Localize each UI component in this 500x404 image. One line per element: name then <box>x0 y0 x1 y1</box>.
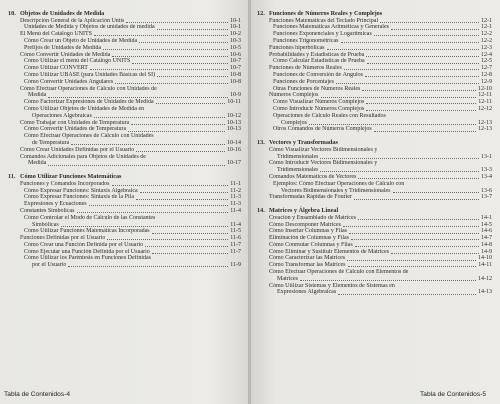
toc-entry-title: Prefijos de Unidades de Medida <box>24 44 101 51</box>
toc-entry-page: 11-4 <box>230 207 241 214</box>
toc-entry-page: 10-7 <box>230 65 241 72</box>
toc-entry-continuation <box>8 222 241 229</box>
toc-leader-dots <box>391 253 479 254</box>
toc-leader-dots <box>321 97 477 98</box>
toc-entry-page: 11-3 <box>230 201 241 208</box>
toc-leader-dots <box>338 294 476 295</box>
toc-entry <box>8 255 241 262</box>
toc-entry-page: 12-11 <box>478 99 492 106</box>
toc-entry-title: Cómo Utilizar Sistemas y Elementos de Sistemas en <box>269 282 395 289</box>
toc-entry-title: Cómo Trabajar con Unidades de Temperatura <box>20 119 130 126</box>
toc-leader-dots <box>131 124 225 125</box>
chapter-number: 13. <box>257 139 265 147</box>
toc-chapter <box>257 10 492 133</box>
toc-leader-dots <box>115 83 228 84</box>
toc-entry <box>257 228 492 235</box>
toc-entry <box>8 38 241 45</box>
toc-entry-page: 14-7 <box>481 235 492 242</box>
toc-entry-title: Cómo Efectuar Operaciones de Cálculo con Elementos de <box>269 269 409 276</box>
toc-entry-title: Cómo Utilizar los Paréntesis en Funciones Definidas <box>24 255 151 262</box>
toc-entry-page: 11-5 <box>230 228 241 235</box>
toc-entry-page: 10-1 <box>230 24 241 31</box>
toc-entry <box>257 106 492 113</box>
toc-entry-page: 14-9 <box>481 248 492 255</box>
toc-entry-title: Funciones de Porcentajes <box>273 78 334 85</box>
toc-entry-page: 10-1 <box>230 17 241 24</box>
toc-entry-title-cont: Complejos <box>281 119 308 126</box>
toc-entry-page: 13-4 <box>481 173 492 180</box>
toc-entry-title: Cómo Convertir Unidades de Medida <box>20 51 111 58</box>
toc-entry <box>8 120 241 127</box>
toc-leader-dots <box>358 219 479 220</box>
toc-entry <box>257 222 492 229</box>
toc-entry-continuation <box>8 113 241 120</box>
toc-entry <box>8 72 241 79</box>
toc-entry-page: 14-6 <box>481 228 492 235</box>
chapter-title: Vectores y Transformadas <box>269 139 338 147</box>
toc-entry-title: Cómo Utilizar CONVERT <box>24 65 88 72</box>
toc-entry-page: 14-8 <box>481 241 492 248</box>
toc-entry <box>257 45 492 52</box>
toc-entry-page: 12-7 <box>481 65 492 72</box>
toc-entry <box>8 133 241 140</box>
toc-entry-title: Otras Funciones de Números Reales <box>273 85 361 92</box>
toc-leader-dots <box>136 199 228 200</box>
toc-leader-dots <box>48 165 225 166</box>
toc-entry-page: 11-1 <box>230 180 241 187</box>
chapter-number: 14. <box>257 207 265 215</box>
chapter-heading <box>257 207 492 215</box>
toc-entry-page: 14-13 <box>478 289 492 296</box>
toc-entry <box>8 65 241 72</box>
toc-entry-title: Comandos Adicionales para Objetos de Unidades de <box>20 153 146 160</box>
toc-entry-page: 10-11 <box>227 99 241 106</box>
toc-entry-title: Cómo Convertir Unidades Angulares <box>24 78 114 85</box>
toc-entry-page: 11-2 <box>230 187 241 194</box>
toc-entry-title: Cómo Convertir Unidades de Temperatura <box>24 126 127 133</box>
toc-entry-continuation <box>8 140 241 147</box>
toc-entry-continuation <box>8 160 241 167</box>
toc-entry-page: 11-4 <box>230 221 241 228</box>
toc-entry <box>8 181 241 188</box>
toc-entry-page: 11-7 <box>230 241 241 248</box>
toc-entry-page: 12-2 <box>481 31 492 38</box>
toc-leader-dots <box>374 35 479 36</box>
toc-leader-dots <box>358 178 479 179</box>
toc-entry <box>8 58 241 65</box>
toc-leader-dots <box>140 192 229 193</box>
toc-entry <box>8 147 241 154</box>
toc-entry-title: Funciones Trigonométricas <box>273 37 339 44</box>
toc-entry <box>8 242 241 249</box>
toc-entry <box>257 126 492 133</box>
toc-entry-continuation <box>257 276 492 283</box>
toc-leader-dots <box>367 63 479 64</box>
toc-leader-dots <box>366 56 479 57</box>
right-page-footer: Tabla de Contenidos-5 <box>420 391 486 398</box>
toc-entry-title-cont: Tridimensionales <box>277 167 319 174</box>
toc-entry-title: Cómo Visualizar Números Complejos <box>273 99 365 106</box>
toc-leader-dots <box>366 110 476 111</box>
toc-entry-page: 11-6 <box>230 235 241 242</box>
toc-entry-title: Cómo Descomponer Matrices <box>269 221 341 228</box>
right-page <box>251 0 500 404</box>
chapter-heading <box>257 10 492 18</box>
toc-leader-dots <box>380 22 479 23</box>
toc-entry-continuation <box>257 154 492 161</box>
toc-entry-continuation <box>257 120 492 127</box>
toc-entry-title: Funciones y Comandos Incorporados <box>20 180 110 187</box>
toc-entry-continuation <box>8 92 241 99</box>
toc-leader-dots <box>157 29 228 30</box>
toc-entry-page: 10-9 <box>230 92 241 99</box>
toc-entry-page: 13-3 <box>481 167 492 174</box>
toc-leader-dots <box>351 239 479 240</box>
toc-entry-title: Funciones hiperbólicas <box>269 44 325 51</box>
toc-entry-page: 11-9 <box>230 262 241 269</box>
toc-entry-page: 12-5 <box>481 58 492 65</box>
toc-entry <box>257 174 492 181</box>
toc-entry-page: 12-13 <box>478 126 492 133</box>
toc-entry-page: 10-6 <box>230 51 241 58</box>
toc-entry-continuation <box>257 167 492 174</box>
toc-entry <box>8 188 241 195</box>
toc-leader-dots <box>107 239 228 240</box>
toc-entry <box>257 38 492 45</box>
toc-entry-title: Funciones de Conversión de Ángulos <box>273 71 363 78</box>
toc-entry <box>8 208 241 215</box>
chapter-number: 11. <box>8 173 16 181</box>
toc-entry <box>257 181 492 188</box>
toc-leader-dots <box>366 103 476 104</box>
toc-entry-title: Cómo Visualizar Vectores Bidimensionales y <box>269 146 378 153</box>
toc-entry-title: Cómo Calcular Estadísticas de Prueba <box>273 58 365 65</box>
right-toc-column <box>257 10 492 302</box>
toc-leader-dots <box>320 171 479 172</box>
toc-entry-page: 10-17 <box>227 160 241 167</box>
toc-entry-title: Cómo Crear una Función Definida por el Usuario <box>24 241 144 248</box>
toc-entry <box>257 52 492 59</box>
toc-entry <box>8 18 241 25</box>
toc-entry-page: 12-9 <box>481 78 492 85</box>
toc-leader-dots <box>320 158 479 159</box>
toc-leader-dots <box>343 226 479 227</box>
toc-leader-dots <box>152 253 228 254</box>
toc-entry-page: 12-12 <box>478 105 492 112</box>
toc-entry-title: Expresiones y Ecuaciones <box>24 201 87 208</box>
toc-entry-title: Comandos Matemáticos de Vectores <box>269 173 357 180</box>
toc-entry <box>257 283 492 290</box>
toc-entry-title: Operaciones de Cálculo Reales con Resultados <box>273 112 386 119</box>
toc-entry-page: 12-1 <box>481 17 492 24</box>
toc-leader-dots <box>355 246 479 247</box>
toc-leader-dots <box>128 131 225 132</box>
toc-entry <box>257 24 492 31</box>
toc-entry-page: 10-7 <box>230 58 241 65</box>
toc-entry-title: Funciones Exponenciales y Logarítmicas <box>273 31 372 38</box>
toc-leader-dots <box>132 63 228 64</box>
toc-entry <box>257 31 492 38</box>
toc-entry-title: Unidades de Medida y Objetos de unidades de medida <box>24 24 155 31</box>
toc-leader-dots <box>112 56 228 57</box>
toc-leader-dots <box>156 103 226 104</box>
toc-entry-page: 12-3 <box>481 44 492 51</box>
toc-entry-title: Ejemplos: Cómo Efectuar Operaciones de Cálculo con <box>273 180 405 187</box>
toc-entry <box>257 86 492 93</box>
toc-entry-page: 12-10 <box>478 85 492 92</box>
toc-entry-page: 12-8 <box>481 71 492 78</box>
toc-entry <box>257 242 492 249</box>
toc-leader-dots <box>354 199 479 200</box>
chapter-title: Matrices y Álgebra Lineal <box>269 207 339 215</box>
toc-entry <box>257 99 492 106</box>
toc-entry <box>8 201 241 208</box>
toc-entry-title-cont: Expresiones Algebraicas <box>277 289 337 296</box>
toc-entry-page: 11-3 <box>230 194 241 201</box>
toc-entry-title: Números Complejos <box>269 92 319 99</box>
toc-leader-dots <box>157 76 228 77</box>
toc-leader-dots <box>347 260 476 261</box>
toc-leader-dots <box>103 49 228 50</box>
toc-entry-page: 10-13 <box>227 119 241 126</box>
toc-entry-title: Constantes Simbólicas <box>20 207 75 214</box>
toc-entry-page: 14-1 <box>481 214 492 221</box>
toc-entry <box>257 92 492 99</box>
toc-entry-title: Funciones Definidas por el Usuario <box>20 235 106 242</box>
toc-leader-dots <box>68 266 228 267</box>
toc-entry-title-cont: Simbólicas <box>32 221 59 228</box>
toc-entry-title: Funciones Matemáticas Aritméticas y Generales <box>273 24 389 31</box>
toc-entry <box>8 31 241 38</box>
toc-entry-title: El Menú del Catálogo UNITS <box>20 31 92 38</box>
toc-entry <box>8 52 241 59</box>
toc-entry-page: 10-12 <box>227 112 241 119</box>
toc-entry-page: 10-8 <box>230 71 241 78</box>
toc-entry-title: Cómo Insertar Columnas y Filas <box>269 228 347 235</box>
toc-entry-title: Cómo Crear un Objeto de Unidades de Medida <box>24 37 138 44</box>
toc-entry-title-cont: Medida <box>28 160 47 167</box>
toc-leader-dots <box>89 205 229 206</box>
toc-leader-dots <box>327 49 480 50</box>
toc-leader-dots <box>309 124 476 125</box>
toc-leader-dots <box>48 97 228 98</box>
toc-entry <box>8 126 241 133</box>
toc-entry <box>257 215 492 222</box>
toc-entry <box>257 147 492 154</box>
toc-entry-page: 13-1 <box>481 153 492 160</box>
toc-chapter <box>257 139 492 201</box>
toc-entry <box>8 106 241 113</box>
toc-leader-dots <box>112 185 229 186</box>
toc-entry-page: 10-13 <box>227 126 241 133</box>
toc-entry-page: 10-2 <box>230 31 241 38</box>
toc-entry <box>257 65 492 72</box>
toc-leader-dots <box>365 76 479 77</box>
toc-entry <box>8 249 241 256</box>
toc-entry-page: 11-7 <box>230 248 241 255</box>
toc-entry-title-cont: Operaciones Algebraicas <box>32 112 92 119</box>
toc-leader-dots <box>300 280 476 281</box>
toc-entry-page: 14-11 <box>478 262 492 269</box>
toc-entry <box>8 194 241 201</box>
toc-entry-title: Transformadas Rápidas de Fourier <box>269 194 352 201</box>
toc-leader-dots <box>145 246 228 247</box>
toc-leader-dots <box>77 212 229 213</box>
toc-entry <box>257 58 492 65</box>
toc-entry-page: 10-8 <box>230 78 241 85</box>
toc-entry-title-cont: por el Usuario <box>32 262 67 269</box>
toc-entry-page: 14-5 <box>481 221 492 228</box>
toc-leader-dots <box>90 69 228 70</box>
toc-entry-title: Cómo Utilizar Objetos de Unidades de Medida en <box>24 105 145 112</box>
toc-chapter <box>8 10 241 167</box>
toc-entry-title: Cómo Utilizar Funciones Matemáticas Incorporadas <box>24 228 150 235</box>
left-page <box>0 0 249 404</box>
toc-leader-dots <box>344 69 479 70</box>
toc-entry-title: Cómo Transformar las Matrices <box>269 262 346 269</box>
chapter-number: 12. <box>257 10 265 17</box>
toc-entry <box>8 86 241 93</box>
toc-entry-title: Creación y Ensamblado de Matrices <box>269 214 356 221</box>
toc-entry-page: 10-3 <box>230 37 241 44</box>
toc-entry <box>257 18 492 25</box>
toc-leader-dots <box>61 226 229 227</box>
toc-entry-continuation <box>257 188 492 195</box>
toc-entry <box>8 79 241 86</box>
chapter-title: Cómo Utilizar Funciones Matemáticas <box>20 173 122 181</box>
toc-entry-title: Funciones Matemáticas del Teclado Principal <box>269 17 379 24</box>
toc-entry <box>257 262 492 269</box>
toc-leader-dots <box>71 144 225 145</box>
toc-leader-dots <box>393 192 480 193</box>
toc-leader-dots <box>349 233 479 234</box>
toc-entry-page: 12-1 <box>481 24 492 31</box>
toc-leader-dots <box>336 83 479 84</box>
toc-entry-title: Cómo Efectuar Operaciones de Cálculo con Unidades <box>24 133 154 140</box>
chapter-heading <box>8 10 241 18</box>
chapter-title: Funciones de Números Reales y Complejos <box>269 10 383 17</box>
toc-leader-dots <box>348 266 477 267</box>
toc-leader-dots <box>341 42 480 43</box>
toc-entry <box>8 45 241 52</box>
toc-entry-page: 12-13 <box>478 119 492 126</box>
toc-entry <box>257 72 492 79</box>
toc-entry <box>257 235 492 242</box>
toc-chapter <box>257 207 492 296</box>
toc-entry-title: Cómo Introducir Vectores Bidimensionales y <box>269 160 378 167</box>
toc-entry-page: 12-11 <box>478 92 492 99</box>
toc-entry <box>257 255 492 262</box>
toc-entry <box>257 113 492 120</box>
toc-entry <box>257 269 492 276</box>
toc-leader-dots <box>391 29 479 30</box>
toc-entry <box>257 160 492 167</box>
toc-entry-title: Funciones de Números Reales <box>269 65 342 72</box>
toc-entry-title: Cómo Conmutar Columnas y Filas <box>269 241 353 248</box>
toc-entry-title: Cómo Factorizar Expresiones de Unidades de Medida <box>24 99 154 106</box>
toc-entry-title: Cómo Controlar el Modo de Cálculo de las Constantes <box>24 214 156 221</box>
toc-leader-dots <box>362 90 476 91</box>
toc-entry-title: Cómo Introducir Números Complejos <box>273 105 365 112</box>
toc-leader-dots <box>139 42 228 43</box>
toc-entry-page: 14-10 <box>478 255 492 262</box>
chapter-heading <box>8 173 241 181</box>
toc-entry-page: 10-5 <box>230 44 241 51</box>
toc-leader-dots <box>136 151 225 152</box>
toc-entry-page: 13-6 <box>481 187 492 194</box>
toc-entry-title-cont: Tridimensionales <box>277 153 319 160</box>
toc-entry-title: Cómo Ejecutar una Función Definida por el Usuario <box>24 248 150 255</box>
chapter-title: Objetos de Unidades de Medida <box>20 10 105 17</box>
toc-entry-title: Descripción General de la Aplicación Units <box>20 17 125 24</box>
toc-leader-dots <box>94 35 228 36</box>
toc-leader-dots <box>94 117 225 118</box>
toc-entry-title-cont: de Temperatura <box>32 139 70 146</box>
toc-entry-page: 13-7 <box>481 194 492 201</box>
toc-entry <box>8 99 241 106</box>
toc-entry-page: 12-4 <box>481 51 492 58</box>
toc-entry-title: Otros Comandos de Números Complejos <box>273 126 372 133</box>
toc-entry-title: Cómo Efectuar Operaciones de Cálculo con Unidades de <box>20 85 157 92</box>
toc-leader-dots <box>152 233 229 234</box>
chapter-heading <box>257 139 492 147</box>
left-page-footer: Tabla de Contenidos-4 <box>4 391 70 398</box>
toc-entry-title: Cómo Expresar Funciones: Sintaxis de la Pila <box>24 194 134 201</box>
toc-entry-title: Cómo Utilizar el menú del Catálogo UNITS <box>24 58 131 65</box>
toc-entry-title: Eliminación de Columnas y Filas <box>269 235 349 242</box>
toc-entry-title: Cómo Crear Unidades Definidas por el Usuario <box>20 146 135 153</box>
toc-entry <box>8 154 241 161</box>
toc-leader-dots <box>126 22 228 23</box>
toc-entry-continuation <box>8 262 241 269</box>
toc-leader-dots <box>374 131 476 132</box>
toc-entry <box>8 24 241 31</box>
toc-entry-continuation <box>257 289 492 296</box>
toc-entry <box>8 228 241 235</box>
toc-entry-page: 14-12 <box>478 275 492 282</box>
toc-entry-page: 10-16 <box>227 146 241 153</box>
toc-entry-title: Cómo Caracterizar las Matrices <box>269 255 346 262</box>
toc-entry-title-cont: Medida <box>28 92 47 99</box>
toc-entry <box>8 215 241 222</box>
toc-entry-title-cont: Vectores Bidimensionales y Tridimensionales <box>281 187 391 194</box>
left-toc-column <box>8 10 241 275</box>
toc-entry <box>8 235 241 242</box>
toc-entry-title-cont: Matrices <box>277 275 298 282</box>
toc-entry-title: Cómo Utilizar UBASE (para Unidades Básicas del SI) <box>24 71 156 78</box>
toc-entry-page: 10-14 <box>227 139 241 146</box>
toc-entry <box>257 194 492 201</box>
toc-entry-title: Cómo Expresar Funciones: Sintaxis Algebraica <box>24 187 138 194</box>
toc-entry <box>257 249 492 256</box>
toc-entry-page: 12-2 <box>481 37 492 44</box>
toc-entry <box>257 79 492 86</box>
toc-entry-title: Probabilidades y Estadísticas de Prueba <box>269 51 365 58</box>
chapter-number: 10. <box>8 10 16 17</box>
toc-chapter <box>8 173 241 269</box>
toc-entry-title: Cómo Eliminar y Sustituir Elementos de Matrices <box>269 248 389 255</box>
